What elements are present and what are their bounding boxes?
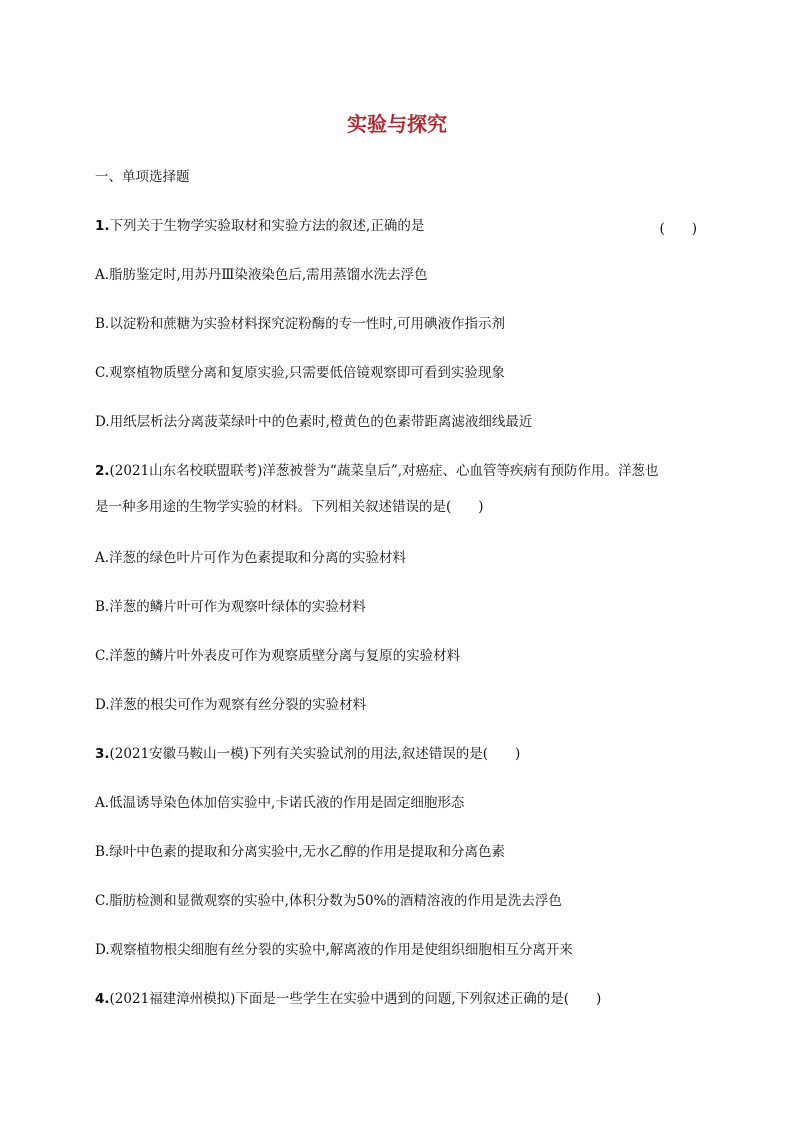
question-4-stem xyxy=(95,990,601,1008)
question-text: (2021安徽马鞍山一模)下列有关实验试剂的用法,叙述错误的是( ) xyxy=(109,746,521,762)
question-3-stem xyxy=(95,745,520,763)
question-text: 下列关于生物学实验取材和实验方法的叙述,正确的是 xyxy=(109,218,425,234)
option-c: C.洋葱的鳞片叶外表皮可作为观察质壁分离与复原的实验材料 xyxy=(95,648,461,664)
option-c: C.观察植物质壁分离和复原实验,只需要低倍镜观察即可看到实验现象 xyxy=(95,365,505,381)
question-text: (2021福建漳州模拟)下面是一些学生在实验中遇到的问题,下列叙述正确的是( ) xyxy=(109,991,602,1007)
option-d: D.洋葱的根尖可作为观察有丝分裂的实验材料 xyxy=(95,697,367,713)
option-d: D.观察植物根尖细胞有丝分裂的实验中,解离液的作用是使组织细胞相互分离开来 xyxy=(95,942,573,958)
question-2-stem-continued: 是一种多用途的生物学实验的材料。下列相关叙述错误的是( ) xyxy=(95,499,484,515)
question-number: 1. xyxy=(95,218,110,234)
option-b: B.洋葱的鳞片叶可作为观察叶绿体的实验材料 xyxy=(95,599,366,615)
option-a: A.脂肪鉴定时,用苏丹Ⅲ染液染色后,需用蒸馏水洗去浮色 xyxy=(95,267,428,283)
option-d: D.用纸层析法分离菠菜绿叶中的色素时,橙黄色的色素带距离滤液细线最近 xyxy=(95,414,533,430)
question-number: 3. xyxy=(95,746,110,762)
section-heading: 一、单项选择题 xyxy=(95,169,190,185)
question-text: (2021山东名校联盟联考)洋葱被誉为“蔬菜皇后”,对癌症、心血管等疾病有预防作用。洋葱也 xyxy=(109,463,659,479)
answer-blank: ( ) xyxy=(659,221,697,237)
question-2-stem xyxy=(95,462,659,480)
option-a: A.洋葱的绿色叶片可作为色素提取和分离的实验材料 xyxy=(95,550,407,566)
option-c: C.脂肪检测和显微观察的实验中,体积分数为50%的酒精溶液的作用是洗去浮色 xyxy=(95,893,562,909)
option-a: A.低温诱导染色体加倍实验中,卡诺氏液的作用是固定细胞形态 xyxy=(95,795,465,811)
question-number: 2. xyxy=(95,463,110,479)
question-number: 4. xyxy=(95,991,110,1007)
question-1-stem xyxy=(95,217,424,235)
option-b: B.绿叶中色素的提取和分离实验中,无水乙醇的作用是提取和分离色素 xyxy=(95,844,506,860)
page-title: 实验与探究 xyxy=(347,112,447,136)
option-b: B.以淀粉和蔗糖为实验材料探究淀粉酶的专一性时,可用碘液作指示剂 xyxy=(95,316,506,332)
